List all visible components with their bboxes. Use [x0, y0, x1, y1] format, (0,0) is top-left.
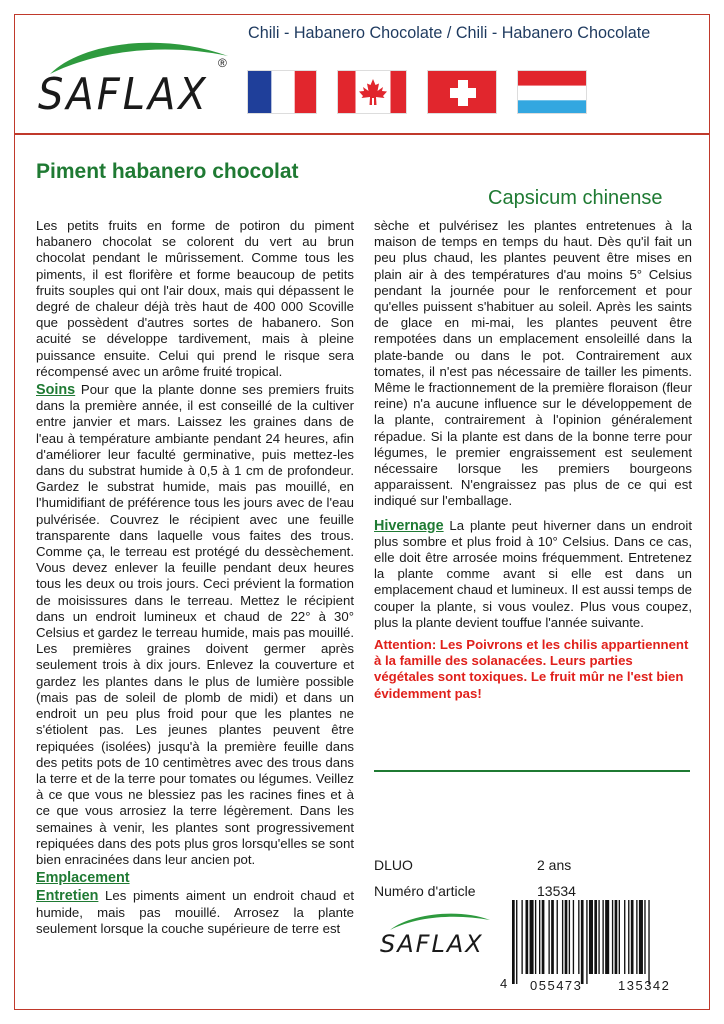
- hivernage-heading: Hivernage: [374, 517, 444, 534]
- intro-paragraph: Les petits fruits en forme de potiron du piment habanero chocolat se colorent du vert au brun chocolat pendant le mûrissement. Comme tous les piments, il est florifère et forme beaucoup de petits fruits souples qui ont l'air doux, mais qui dépassent le degré de chaleur déjà très haut de 400 000 Scoville que possèdent d'autres sortes de habanero. Son acuité se développe tardivement, mais à pleine puissance ensuite. Celui qui prend le risque sera récompensé avec un arôme fruité tropical.: [36, 218, 354, 379]
- right-continuation-paragraph: sèche et pulvérisez les plantes entretenues à la maison de temps en temps du haut. Dès qu'il fait un peu plus chaud, les plantes peuvent être mises en plain air à des températures d'au moins 5° Celsius pendant la journée pour le renforcement et pour qu'elles puissent s'habituer au soleil. Après les saints de glace en mi-mai, les plantes peuvent être rempotées dans un emplacement ensoleillé dans la plate-bande ou dans le pot. Contrairement aux tomates, il n'est pas nécessaire de tailler les piments. Même le fractionnement de la première floraison (fleur reine) n'a aucune influence sur le développement de la plante, contrairement à l'opinion généralement répadue. Si la plante est dans de la bonne terre pour légumes, le premier engraissement est seulement nécessaire lorsque les premiers bourgeons apparaissent. N'engraissez pas plus de ce qui est indiqué sur l'emballage.: [374, 218, 692, 509]
- header-divider: [14, 133, 710, 135]
- soins-paragraph: [36, 382, 354, 868]
- registered-mark: ®: [218, 56, 227, 70]
- flags-row: [247, 70, 587, 114]
- header-title: Chili - Habanero Chocolate / Chili - Habanero Chocolate: [248, 24, 651, 42]
- barcode-bars-icon: [500, 900, 696, 984]
- toxicity-warning: Attention: Les Poivrons et les chilis appartiennent à la famille des solanacées. Leurs parties végétales sont toxiques. Le fruit mûr ne l'est bien évidemment pas!: [374, 637, 689, 701]
- entretien-paragraph: [36, 888, 354, 937]
- canada-flag-icon: [337, 70, 407, 114]
- barcode-digit-first: 4: [500, 976, 508, 991]
- entretien-heading: Entretien: [36, 888, 99, 905]
- barcode-digits-right: 135342: [618, 978, 671, 993]
- france-flag-icon: [247, 70, 317, 114]
- article-label: Numéro d'article: [374, 883, 476, 899]
- saflax-small-logo: [378, 910, 496, 968]
- dluo-label: DLUO: [374, 857, 413, 873]
- logo-text: SAFLAX: [38, 70, 209, 120]
- luxembourg-flag-icon: [517, 70, 587, 114]
- saflax-logo: [32, 34, 242, 124]
- small-logo-text: SAFLAX: [380, 930, 484, 958]
- dluo-value: 2 ans: [537, 857, 572, 873]
- green-divider: [374, 770, 690, 772]
- emplacement-paragraph: [36, 870, 354, 886]
- hivernage-text: La plante peut hiverner dans un endroit plus sombre et plus froid à 10° Celsius. Dans ce cas, elle doit être arrosée moins fréquemment. Entretenez la plante comme avant si elle est dans un emplacement chaud et lumineux. Il est aussi temps de couper la plante, si vous voulez. Plus vous coupez, plus la plante devient touffue l'année suivante.: [374, 517, 692, 630]
- latin-name: Capsicum chinense: [488, 187, 663, 209]
- product-title: Piment habanero chocolat: [36, 160, 299, 183]
- left-column: [36, 218, 354, 939]
- soins-text: Pour que la plante donne ses premiers fruits dans la première année, il est conseillé de la cultiver entre janvier et mars. Laissez les graines dans de l'eau à température ambiante pendant 24 heures, afin d'améliorer leur faculté germinative, puis mettez-les dans du substrat humide à 0,5 à 1 cm de profondeur. Gardez le substrat humide, mais pas mouillé, en l'humidifiant de préférence tous les jours avec de l'eau pulvérisée. Couvrez le récipient avec une feuille transparente dans laquelle vous faites des trous. Comme ça, le terreau est protégé du dessèchement. Vous devez enlever la feuille pendant deux heures tous les deux ou trois jours. Ceci prévient la formation de moisissures dans le terreau. Mettez le récipient dans un endroit lumineux et chaud de 22° à 30° Celsius et gardez le terreau humide, mais pas mouillé. Les premières graines doivent germer après seulement trois à dix jours. Enlevez la couverture et gardez les plantes dans le plus de lumière possible (mais pas de soleil de plomb de midi) et dans un endroit un peu plus froid pour que les plantes ne s'étiolent pas. Les jeunes plantes peuvent être repiquées (isolées) jusqu'à la première feuille dans des petits pots de 10 centimètres avec des trous dans la terre et de la terre pour tomates ou légumes. Veillez à ce que vous ne blessiez pas les racines fines et à ce que vous arrosiez la terre légèrement. Dans les semaines à venir, les plantes sont progressivement repiquées dans des pots plus gros lorsqu'elles se sont bien enracinées dans leur ancien pot.: [36, 382, 354, 867]
- article-value: 13534: [537, 883, 576, 899]
- barcode: [500, 900, 696, 1000]
- soins-heading: Soins: [36, 382, 76, 399]
- right-column: [374, 218, 692, 704]
- emplacement-heading: Emplacement: [36, 870, 130, 887]
- hivernage-paragraph: [374, 518, 692, 631]
- barcode-digits-left: 055473: [530, 978, 583, 993]
- entretien-text: Les piments aiment un endroit chaud et humide, mais pas mouillé. Arrosez la plante seulement lorsque la couche supérieure de terre est: [36, 888, 354, 936]
- switzerland-flag-icon: [427, 70, 497, 114]
